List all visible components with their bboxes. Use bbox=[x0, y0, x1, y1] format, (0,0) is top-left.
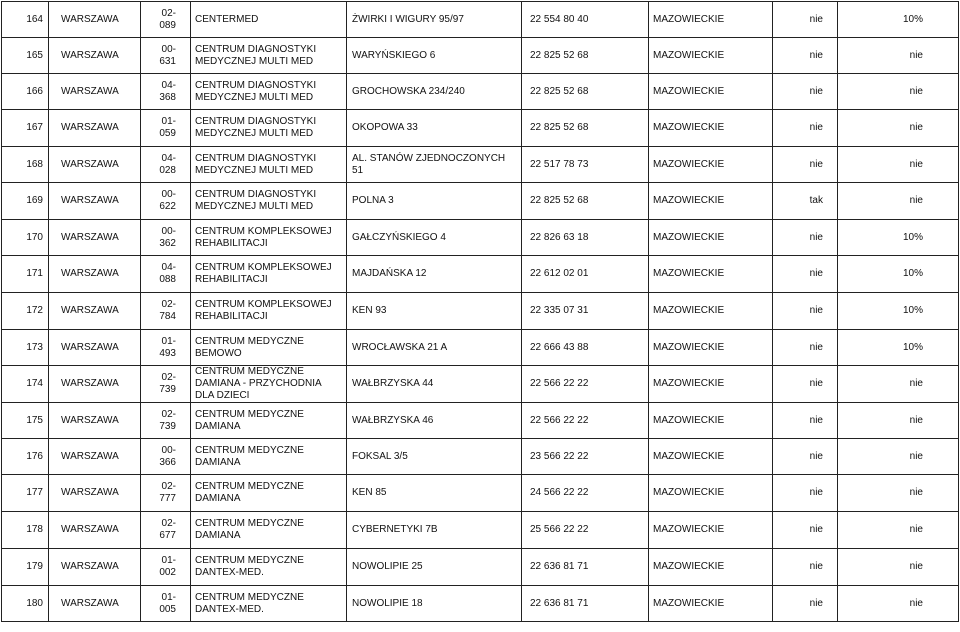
phone-cell: 22 612 02 01 bbox=[522, 256, 649, 293]
facility-name-cell: CENTRUM MEDYCZNE DAMIANA bbox=[191, 475, 347, 512]
row-number: 179 bbox=[2, 549, 49, 586]
table-row bbox=[2, 220, 959, 256]
postal-code-cell: 00-631 bbox=[141, 38, 191, 74]
region-cell: MAZOWIECKIE bbox=[649, 293, 773, 330]
facility-name-cell: CENTRUM MEDYCZNE DANTEX-MED. bbox=[191, 586, 347, 622]
facility-name-cell: CENTERMED bbox=[191, 2, 347, 38]
city-cell: WARSZAWA bbox=[49, 256, 141, 293]
table-row bbox=[2, 403, 959, 439]
flag-cell: nie bbox=[773, 293, 838, 330]
flag-cell: nie bbox=[773, 2, 838, 38]
region-cell: MAZOWIECKIE bbox=[649, 366, 773, 403]
discount-cell: nie bbox=[838, 366, 959, 403]
discount-cell: 10% bbox=[838, 293, 959, 330]
facility-name-cell: CENTRUM KOMPLEKSOWEJ REHABILITACJI bbox=[191, 220, 347, 256]
city-cell: WARSZAWA bbox=[49, 110, 141, 147]
table-row bbox=[2, 512, 959, 549]
city-cell: WARSZAWA bbox=[49, 475, 141, 512]
discount-cell: nie bbox=[838, 549, 959, 586]
flag-cell: nie bbox=[773, 549, 838, 586]
discount-cell: nie bbox=[838, 403, 959, 439]
facility-name-cell: CENTRUM DIAGNOSTYKI MEDYCZNEJ MULTI MED bbox=[191, 74, 347, 110]
city-cell: WARSZAWA bbox=[49, 2, 141, 38]
postal-code-cell: 02-739 bbox=[141, 366, 191, 403]
table-row bbox=[2, 38, 959, 74]
discount-cell: nie bbox=[838, 38, 959, 74]
city-cell: WARSZAWA bbox=[49, 147, 141, 183]
facility-name-cell: CENTRUM MEDYCZNE DAMIANA bbox=[191, 512, 347, 549]
table-row bbox=[2, 256, 959, 293]
discount-cell: 10% bbox=[838, 256, 959, 293]
facility-name-cell: CENTRUM KOMPLEKSOWEJ REHABILITACJI bbox=[191, 293, 347, 330]
city-cell: WARSZAWA bbox=[49, 38, 141, 74]
flag-cell: nie bbox=[773, 586, 838, 622]
region-cell: MAZOWIECKIE bbox=[649, 330, 773, 366]
city-cell: WARSZAWA bbox=[49, 403, 141, 439]
address-cell: WARYŃSKIEGO 6 bbox=[347, 38, 522, 74]
address-cell: KEN 93 bbox=[347, 293, 522, 330]
row-number: 178 bbox=[2, 512, 49, 549]
phone-cell: 22 636 81 71 bbox=[522, 549, 649, 586]
phone-cell: 22 335 07 31 bbox=[522, 293, 649, 330]
facility-name-cell: CENTRUM MEDYCZNE DANTEX-MED. bbox=[191, 549, 347, 586]
facility-name-cell: CENTRUM DIAGNOSTYKI MEDYCZNEJ MULTI MED bbox=[191, 38, 347, 74]
facility-name-cell: CENTRUM MEDYCZNE BEMOWO bbox=[191, 330, 347, 366]
address-cell: GAŁCZYŃSKIEGO 4 bbox=[347, 220, 522, 256]
row-number: 180 bbox=[2, 586, 49, 622]
address-cell: FOKSAL 3/5 bbox=[347, 439, 522, 475]
flag-cell: nie bbox=[773, 256, 838, 293]
discount-cell: nie bbox=[838, 512, 959, 549]
flag-cell: nie bbox=[773, 147, 838, 183]
postal-code-cell: 02-739 bbox=[141, 403, 191, 439]
facility-name-cell: CENTRUM KOMPLEKSOWEJ REHABILITACJI bbox=[191, 256, 347, 293]
region-cell: MAZOWIECKIE bbox=[649, 38, 773, 74]
postal-code-cell: 00-622 bbox=[141, 183, 191, 220]
phone-cell: 24 566 22 22 bbox=[522, 475, 649, 512]
phone-cell: 22 517 78 73 bbox=[522, 147, 649, 183]
phone-cell: 22 825 52 68 bbox=[522, 183, 649, 220]
postal-code-cell: 00-362 bbox=[141, 220, 191, 256]
flag-cell: nie bbox=[773, 74, 838, 110]
row-number: 165 bbox=[2, 38, 49, 74]
postal-code-cell: 02-089 bbox=[141, 2, 191, 38]
city-cell: WARSZAWA bbox=[49, 439, 141, 475]
address-cell: ŻWIRKI I WIGURY 95/97 bbox=[347, 2, 522, 38]
facility-name-cell: CENTRUM DIAGNOSTYKI MEDYCZNEJ MULTI MED bbox=[191, 183, 347, 220]
address-cell: GROCHOWSKA 234/240 bbox=[347, 74, 522, 110]
city-cell: WARSZAWA bbox=[49, 586, 141, 622]
phone-cell: 22 554 80 40 bbox=[522, 2, 649, 38]
discount-cell: nie bbox=[838, 475, 959, 512]
region-cell: MAZOWIECKIE bbox=[649, 110, 773, 147]
row-number: 174 bbox=[2, 366, 49, 403]
postal-code-cell: 01-493 bbox=[141, 330, 191, 366]
phone-cell: 22 825 52 68 bbox=[522, 38, 649, 74]
phone-cell: 22 566 22 22 bbox=[522, 366, 649, 403]
postal-code-cell: 02-677 bbox=[141, 512, 191, 549]
address-cell: CYBERNETYKI 7B bbox=[347, 512, 522, 549]
address-cell: WAŁBRZYSKA 44 bbox=[347, 366, 522, 403]
table-row bbox=[2, 549, 959, 586]
flag-cell: tak bbox=[773, 183, 838, 220]
region-cell: MAZOWIECKIE bbox=[649, 512, 773, 549]
address-cell: NOWOLIPIE 18 bbox=[347, 586, 522, 622]
region-cell: MAZOWIECKIE bbox=[649, 74, 773, 110]
region-cell: MAZOWIECKIE bbox=[649, 220, 773, 256]
region-cell: MAZOWIECKIE bbox=[649, 439, 773, 475]
postal-code-cell: 01-002 bbox=[141, 549, 191, 586]
row-number: 166 bbox=[2, 74, 49, 110]
phone-cell: 22 825 52 68 bbox=[522, 110, 649, 147]
flag-cell: nie bbox=[773, 110, 838, 147]
phone-cell: 22 826 63 18 bbox=[522, 220, 649, 256]
postal-code-cell: 04-028 bbox=[141, 147, 191, 183]
city-cell: WARSZAWA bbox=[49, 74, 141, 110]
table-row bbox=[2, 183, 959, 220]
phone-cell: 23 566 22 22 bbox=[522, 439, 649, 475]
region-cell: MAZOWIECKIE bbox=[649, 403, 773, 439]
flag-cell: nie bbox=[773, 512, 838, 549]
discount-cell: nie bbox=[838, 439, 959, 475]
row-number: 172 bbox=[2, 293, 49, 330]
phone-cell: 22 636 81 71 bbox=[522, 586, 649, 622]
discount-cell: 10% bbox=[838, 330, 959, 366]
row-number: 177 bbox=[2, 475, 49, 512]
postal-code-cell: 04-368 bbox=[141, 74, 191, 110]
discount-cell: nie bbox=[838, 183, 959, 220]
table-row bbox=[2, 475, 959, 512]
table-row bbox=[2, 293, 959, 330]
facility-name-cell: CENTRUM MEDYCZNE DAMIANA - PRZYCHODNIA DLA DZIECI bbox=[191, 366, 347, 403]
table-row bbox=[2, 366, 959, 403]
row-number: 176 bbox=[2, 439, 49, 475]
address-cell: NOWOLIPIE 25 bbox=[347, 549, 522, 586]
facility-name-cell: CENTRUM DIAGNOSTYKI MEDYCZNEJ MULTI MED bbox=[191, 110, 347, 147]
region-cell: MAZOWIECKIE bbox=[649, 183, 773, 220]
row-number: 170 bbox=[2, 220, 49, 256]
table-body bbox=[2, 2, 959, 622]
flag-cell: nie bbox=[773, 220, 838, 256]
postal-code-cell: 01-005 bbox=[141, 586, 191, 622]
phone-cell: 25 566 22 22 bbox=[522, 512, 649, 549]
table-row bbox=[2, 147, 959, 183]
address-cell: WAŁBRZYSKA 46 bbox=[347, 403, 522, 439]
region-cell: MAZOWIECKIE bbox=[649, 2, 773, 38]
postal-code-cell: 02-784 bbox=[141, 293, 191, 330]
postal-code-cell: 00-366 bbox=[141, 439, 191, 475]
city-cell: WARSZAWA bbox=[49, 330, 141, 366]
flag-cell: nie bbox=[773, 366, 838, 403]
address-cell: OKOPOWA 33 bbox=[347, 110, 522, 147]
row-number: 169 bbox=[2, 183, 49, 220]
row-number: 175 bbox=[2, 403, 49, 439]
row-number: 173 bbox=[2, 330, 49, 366]
flag-cell: nie bbox=[773, 38, 838, 74]
row-number: 167 bbox=[2, 110, 49, 147]
discount-cell: nie bbox=[838, 110, 959, 147]
facility-name-cell: CENTRUM MEDYCZNE DAMIANA bbox=[191, 439, 347, 475]
facility-name-cell: CENTRUM MEDYCZNE DAMIANA bbox=[191, 403, 347, 439]
discount-cell: nie bbox=[838, 586, 959, 622]
row-number: 168 bbox=[2, 147, 49, 183]
city-cell: WARSZAWA bbox=[49, 366, 141, 403]
table-row bbox=[2, 439, 959, 475]
phone-cell: 22 666 43 88 bbox=[522, 330, 649, 366]
city-cell: WARSZAWA bbox=[49, 183, 141, 220]
address-cell: KEN 85 bbox=[347, 475, 522, 512]
discount-cell: 10% bbox=[838, 220, 959, 256]
city-cell: WARSZAWA bbox=[49, 220, 141, 256]
address-cell: AL. STANÓW ZJEDNOCZONYCH 51 bbox=[347, 147, 522, 183]
table-row bbox=[2, 74, 959, 110]
address-cell: POLNA 3 bbox=[347, 183, 522, 220]
address-cell: MAJDAŃSKA 12 bbox=[347, 256, 522, 293]
flag-cell: nie bbox=[773, 330, 838, 366]
region-cell: MAZOWIECKIE bbox=[649, 586, 773, 622]
phone-cell: 22 566 22 22 bbox=[522, 403, 649, 439]
discount-cell: 10% bbox=[838, 2, 959, 38]
flag-cell: nie bbox=[773, 439, 838, 475]
row-number: 171 bbox=[2, 256, 49, 293]
flag-cell: nie bbox=[773, 403, 838, 439]
facility-table bbox=[1, 1, 959, 622]
table-row bbox=[2, 2, 959, 38]
discount-cell: nie bbox=[838, 147, 959, 183]
postal-code-cell: 02-777 bbox=[141, 475, 191, 512]
table-row bbox=[2, 586, 959, 622]
table-row bbox=[2, 330, 959, 366]
city-cell: WARSZAWA bbox=[49, 549, 141, 586]
postal-code-cell: 04-088 bbox=[141, 256, 191, 293]
postal-code-cell: 01-059 bbox=[141, 110, 191, 147]
region-cell: MAZOWIECKIE bbox=[649, 475, 773, 512]
phone-cell: 22 825 52 68 bbox=[522, 74, 649, 110]
region-cell: MAZOWIECKIE bbox=[649, 256, 773, 293]
discount-cell: nie bbox=[838, 74, 959, 110]
flag-cell: nie bbox=[773, 475, 838, 512]
address-cell: WROCŁAWSKA 21 A bbox=[347, 330, 522, 366]
region-cell: MAZOWIECKIE bbox=[649, 147, 773, 183]
table-row bbox=[2, 110, 959, 147]
facility-name-cell: CENTRUM DIAGNOSTYKI MEDYCZNEJ MULTI MED bbox=[191, 147, 347, 183]
row-number: 164 bbox=[2, 2, 49, 38]
city-cell: WARSZAWA bbox=[49, 293, 141, 330]
city-cell: WARSZAWA bbox=[49, 512, 141, 549]
region-cell: MAZOWIECKIE bbox=[649, 549, 773, 586]
